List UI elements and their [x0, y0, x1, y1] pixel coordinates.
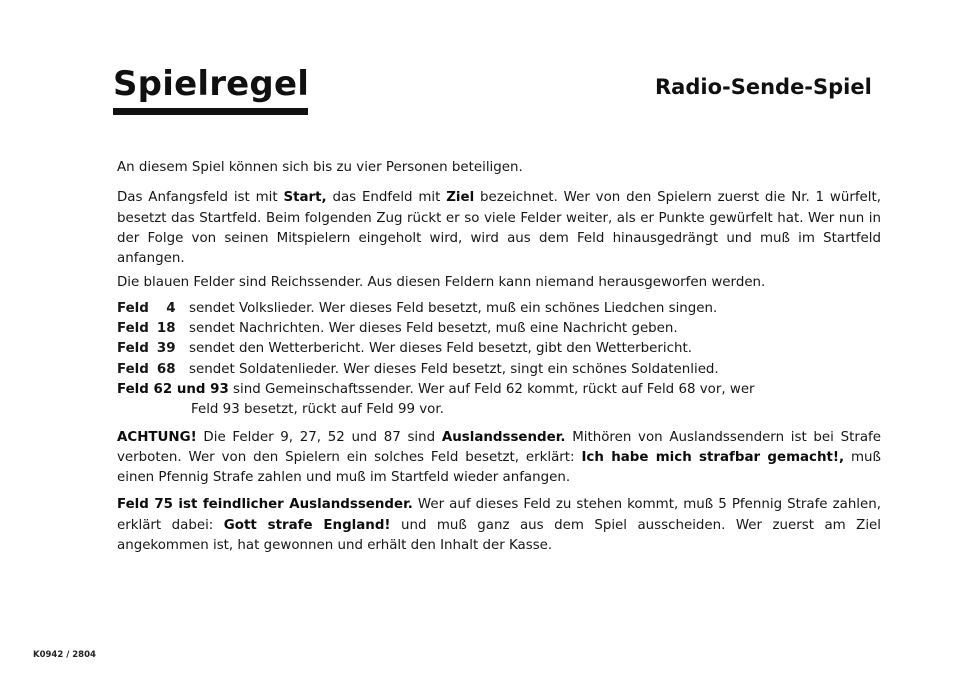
- feld-continuation: Feld 93 besetzt, rückt auf Feld 99 vor.: [191, 402, 444, 418]
- achtung-text-2: Mithören von Auslandssendern ist bei Strafe verboten. Wer von den Spielern ein solches Feld besetzt, erklärt:: [117, 429, 882, 465]
- page-title: Spielregel: [113, 64, 310, 104]
- feld-gemeinschaft-text: [117, 380, 881, 400]
- feld-row: [117, 360, 881, 380]
- intro-paragraph: An diesem Spiel können sich bis zu vier Personen beteiligen.: [117, 160, 523, 175]
- feld-number: 4: [166, 300, 176, 316]
- feld-description: sendet Nachrichten. Wer dieses Feld besetzt, muß eine Nachricht geben.: [189, 321, 678, 337]
- achtung-text-1: Die Felder 9, 27, 52 und 87 sind: [196, 429, 442, 445]
- start-keyword: Start,: [283, 190, 327, 206]
- declaration-quote: Gott strafe England!: [223, 517, 391, 533]
- feld-label: [117, 299, 189, 319]
- feld75-text-2: und muß ganz aus dem Spiel ausscheiden. Wer zuerst am Ziel angekommen ist, hat gewonnen und erhält den Inhalt der Kasse.: [117, 517, 881, 554]
- feld-label: [117, 360, 189, 380]
- start-text-1: Das Anfangsfeld ist mit: [117, 190, 284, 206]
- feld75-paragraph: [117, 495, 881, 556]
- feld-label: [117, 319, 189, 339]
- feld75-keyword: Feld 75 ist feindlicher Auslandssender.: [117, 497, 413, 513]
- feld-description: sendet Soldatenlieder. Wer dieses Feld besetzt, singt ein schönes Soldatenlied.: [189, 361, 719, 377]
- feld-number: 39: [156, 341, 176, 357]
- achtung-paragraph: [117, 428, 881, 489]
- feld-number: 18: [156, 321, 176, 337]
- feld75-text-1: Wer auf dieses Feld zu stehen kommt, muß 5 Pfennig Strafe zahlen, erklärt dabei:: [117, 497, 882, 533]
- feld-word: Feld: [117, 300, 149, 316]
- feld-row-gemeinschaft: [117, 380, 881, 400]
- feld-word: Feld: [117, 361, 149, 377]
- feld-word: Feld: [117, 321, 149, 337]
- feld-description: sind Gemeinschaftssender. Wer auf Feld 62 kommt, rückt auf Feld 68 vor, wer: [233, 381, 755, 397]
- start-paragraph: [117, 188, 881, 269]
- feld-row: [117, 339, 881, 359]
- feld-list: [117, 299, 881, 421]
- auslandssender-keyword: Auslandssender.: [441, 429, 566, 445]
- rules-text: [117, 158, 881, 556]
- ziel-keyword: Ziel: [446, 190, 475, 206]
- feld-description: sendet den Wetterbericht. Wer dieses Feld besetzt, gibt den Wetterbericht.: [189, 341, 692, 357]
- feld-label: Feld 62 und 93: [117, 381, 229, 397]
- achtung-keyword: ACHTUNG!: [117, 429, 197, 445]
- feld-word: Feld: [117, 341, 149, 357]
- reichssender-paragraph: Die blauen Felder sind Reichssender. Aus diesen Feldern kann niemand herausgeworfen werden.: [117, 275, 766, 291]
- feld-number: 68: [156, 361, 176, 377]
- game-name: Radio-Sende-Spiel: [655, 75, 872, 99]
- feld-description: sendet Volkslieder. Wer dieses Feld besetzt, muß ein schönes Liedchen singen.: [189, 300, 718, 316]
- feld-row: [117, 299, 881, 319]
- feld-label: [117, 339, 189, 359]
- feld-row: [117, 319, 881, 339]
- achtung-text-3: muß einen Pfennig Strafe zahlen und muß im Startfeld wieder anfangen.: [117, 449, 881, 486]
- start-text-3: bezeichnet. Wer von den Spielern zuerst die Nr. 1 würfelt, besetzt das Startfeld. Beim folgenden Zug rückt er so viele Felder weiter, als er Punkte gewürfelt hat. Wer nun in der Folge von seinen Mitspielern eingeholt wird, wird aus dem Feld hinausgedrängt und muß im Startfeld anfangen.: [117, 190, 882, 267]
- title-underline: [113, 108, 308, 115]
- start-text-2: das Endfeld mit: [326, 190, 447, 206]
- print-code: K0942 / 2804: [33, 650, 96, 660]
- declaration-quote: Ich habe mich strafbar gemacht!,: [581, 449, 845, 465]
